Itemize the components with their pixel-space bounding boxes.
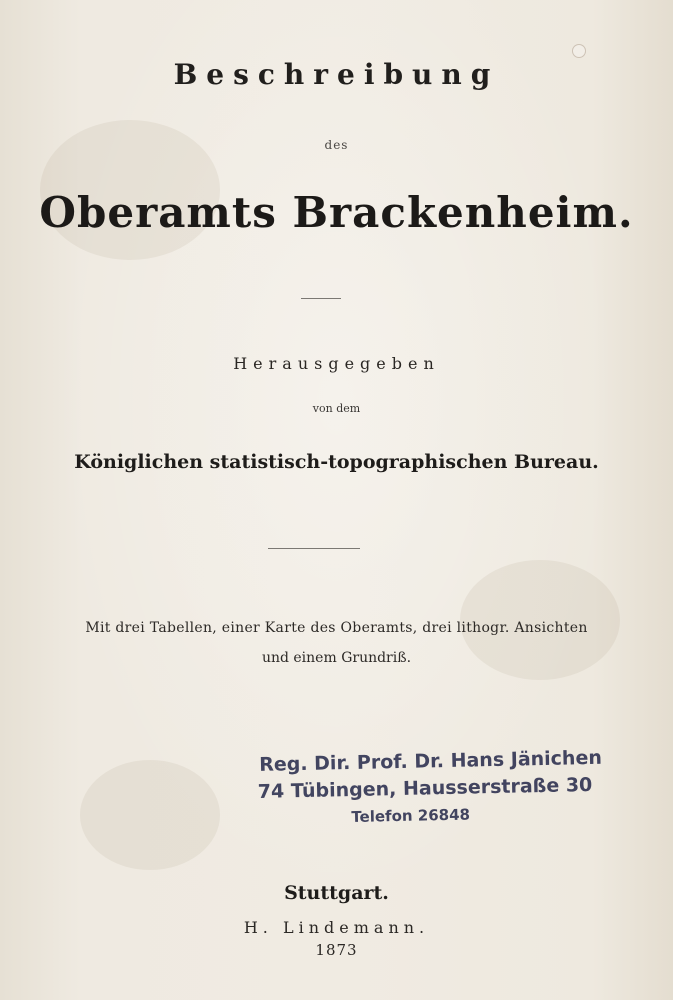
imprint-place: Stuttgart. [284, 882, 389, 904]
title-main: Oberamts Brackenheim. [39, 188, 634, 237]
stamp-line-1: Reg. Dir. Prof. Dr. Hans Jänichen [258, 746, 603, 776]
paper-stain [80, 760, 220, 870]
stamp-line-2: 74 Tübingen, Hausserstraße 30 [257, 773, 593, 803]
issued-by-prefix: von dem [312, 402, 361, 415]
ownership-stamp [255, 746, 603, 826]
stamp-line-3: Telefon 26848 [351, 805, 471, 826]
imprint-year: 1873 [315, 941, 358, 959]
imprint-publisher: H. Lindemann. [243, 918, 430, 937]
title-top: Beschreibung [173, 58, 500, 91]
issuer: Königlichen statistisch-topographischen Bureau. [74, 451, 599, 473]
paper-hole-mark [572, 44, 586, 58]
short-rule [301, 298, 341, 299]
middle-rule [268, 548, 360, 549]
contents-line-2: und einem Grundriß. [261, 650, 412, 666]
issued-label: Herausgegeben [233, 354, 440, 373]
title-small: des [324, 138, 349, 152]
contents-line-1: Mit drei Tabellen, einer Karte des Oberamts, drei lithogr. Ansichten [85, 620, 588, 636]
